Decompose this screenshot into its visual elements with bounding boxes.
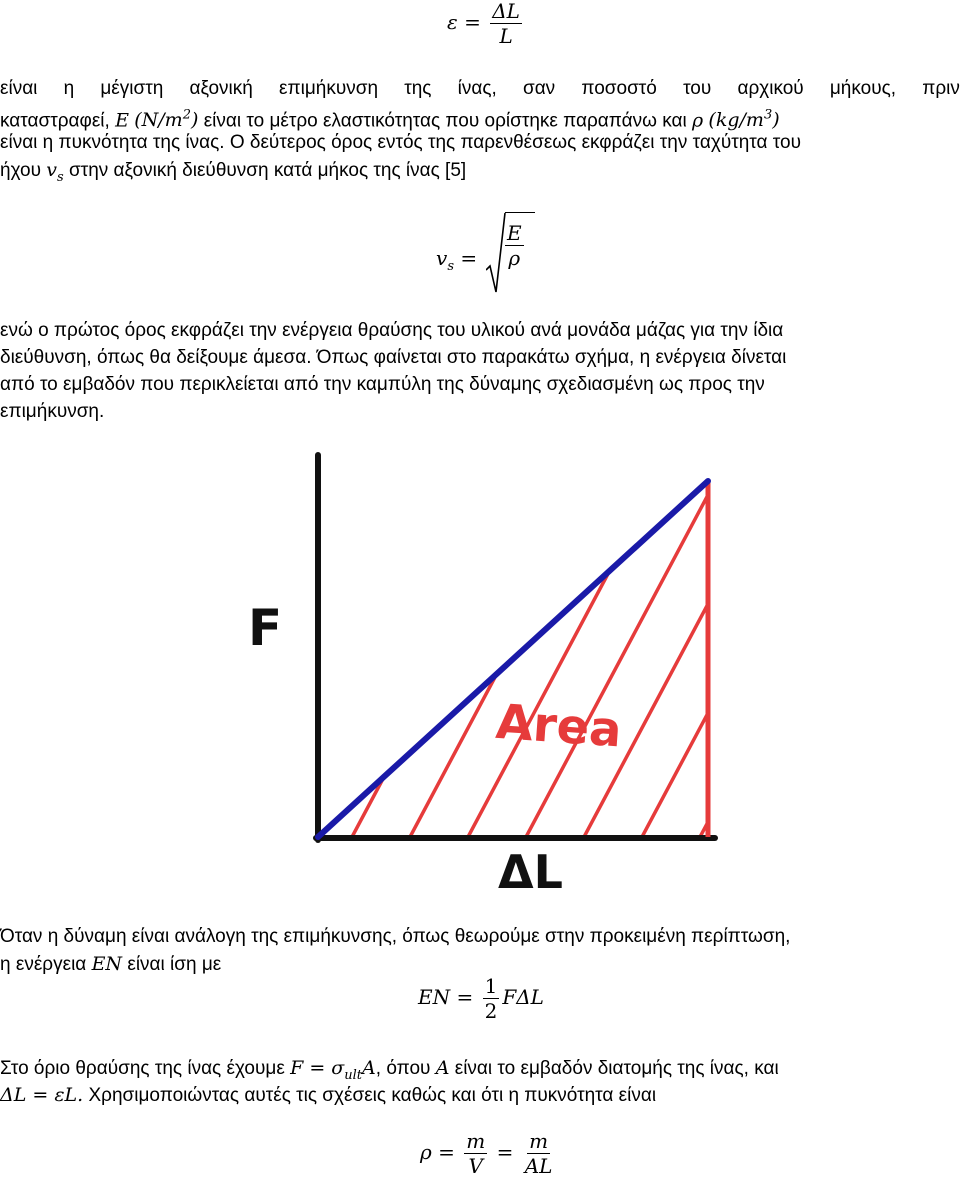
unit-E: (N/m <box>134 109 183 132</box>
p1-word: του <box>683 78 712 99</box>
eq2-lhs: v <box>436 246 448 270</box>
p3-line-2 <box>0 951 960 978</box>
p4-math-relation: ΔL = εL. <box>0 1084 84 1106</box>
eq4-lhs: ρ <box>420 1140 432 1164</box>
p2-text: επιμήκυνση. <box>0 401 105 422</box>
eq1-equals: = <box>464 10 481 34</box>
sqrt-sign <box>486 212 506 294</box>
y-axis-label: F <box>248 599 283 657</box>
p2-text: διεύθυνση, όπως θα δείξουμε άμεσα. Όπως φαίνεται στο παρακάτω σχήμα, η ενέργεια δίνεται <box>0 347 787 368</box>
x-axis-label: ΔL <box>498 845 563 899</box>
equation-strain <box>447 0 525 47</box>
unit-rho-close: ) <box>772 109 780 132</box>
p1-word: είναι <box>0 78 38 99</box>
p1-word: μήκους, <box>829 78 897 99</box>
p4-line-2 <box>0 1082 960 1109</box>
eq4-denominator-1: V <box>468 1154 483 1178</box>
p1-text: καταστραφεί, <box>0 110 110 132</box>
symbol-sigma: σ <box>331 1057 345 1079</box>
hatch-line <box>584 445 750 837</box>
eq3-lhs: EN <box>418 985 451 1009</box>
p4-equals: = <box>309 1057 326 1079</box>
p1-text: είναι το μέτρο ελαστικότητας που ορίστηκε παραπάνω και <box>203 110 687 132</box>
p2-line-2 <box>0 345 960 371</box>
area-label: Area <box>494 693 624 759</box>
p1-text: είναι η πυκνότητα της ίνας. Ο δεύτερος όρος εντός της παρενθέσεως εκφράζει την ταχύτητα του <box>0 132 801 153</box>
eq2-frac <box>505 222 524 269</box>
p1-word: η <box>63 78 75 99</box>
p1-text: ήχου <box>0 160 41 181</box>
force-line <box>318 481 708 837</box>
eq1-denominator: L <box>499 24 513 48</box>
p1-text: στην αξονική διεύθυνση κατά μήκος της ίνας [5] <box>68 160 467 181</box>
p1-line-3 <box>0 130 960 156</box>
p3-line-1 <box>0 924 960 950</box>
p1-word: ίνας, <box>457 78 497 99</box>
symbol-rho: ρ <box>691 109 704 132</box>
p1-word: σαν <box>522 78 556 99</box>
eq4-numerator-1: m <box>466 1129 486 1153</box>
symbol-A-2: A <box>435 1057 450 1079</box>
eq3-fraction <box>483 975 500 1022</box>
hatch-line <box>352 445 602 837</box>
symbol-F: F <box>290 1057 304 1079</box>
eq1-fraction <box>490 0 522 47</box>
p1-word: πριν <box>922 78 960 99</box>
unit-E-close: ) <box>190 109 199 132</box>
hatch-line <box>642 445 750 837</box>
p3-text: είναι ίση με <box>127 954 222 975</box>
p1-line-1 <box>0 76 960 102</box>
p1-word: ποσοστό <box>581 78 657 99</box>
eq2-equals: = <box>460 246 478 270</box>
equation-sound-speed <box>436 246 477 274</box>
p2-text: ενώ ο πρώτος όρος εκφράζει την ενέργεια θραύσης του υλικού ανά μονάδα μάζας για την ίδια <box>0 320 784 341</box>
eq2-numerator: E <box>507 221 522 245</box>
area-hatching <box>352 445 750 837</box>
equation-density <box>420 1130 557 1177</box>
eq4-equals-1: = <box>438 1140 455 1164</box>
symbol-v: v <box>46 159 58 181</box>
symbol-sigma-subscript: ult <box>344 1067 363 1083</box>
eq1-numerator: ΔL <box>492 0 520 23</box>
eq4-equals-2: = <box>496 1140 514 1164</box>
equation-energy <box>418 975 544 1022</box>
eq2-fraction <box>505 222 524 269</box>
eq3-denominator: 2 <box>484 999 498 1023</box>
eq4-fraction-1 <box>464 1130 487 1177</box>
force-elongation-figure <box>230 445 750 900</box>
unit-E-exponent: 2 <box>182 108 191 123</box>
p1-word: αρχικού <box>737 78 804 99</box>
eq4-numerator-2: m <box>529 1129 549 1153</box>
p2-line-4 <box>0 399 960 425</box>
p4-text: είναι το εμβαδόν διατομής της ίνας, και <box>454 1058 779 1079</box>
p4-text: Χρησιμοποιώντας αυτές τις σχέσεις καθώς και ότι η πυκνότητα είναι <box>88 1085 657 1106</box>
hatch-line <box>526 445 750 837</box>
eq3-equals: = <box>456 985 474 1009</box>
p3-text: η ενέργεια <box>0 954 87 975</box>
unit-rho: (kg/m <box>708 109 764 132</box>
unit-rho-exponent: 3 <box>763 108 773 123</box>
symbol-A: A <box>362 1057 376 1079</box>
symbol-EN: EN <box>91 953 123 975</box>
eq2-lhs-subscript: s <box>447 259 454 274</box>
p2-line-3 <box>0 372 960 398</box>
eq4-fraction-2 <box>523 1130 555 1177</box>
p4-text: , όπου <box>375 1058 431 1079</box>
p1-word: αξονική <box>189 78 253 99</box>
eq1-lhs: ε <box>447 10 458 34</box>
symbol-v-subscript: s <box>57 169 64 185</box>
sqrt-overline <box>505 212 535 213</box>
p2-text: από το εμβαδόν που περικλείεται από την καμπύλη της δύναμης σχεδιασμένη ως προς την <box>0 374 765 395</box>
p3-text: Όταν η δύναμη είναι ανάλογη της επιμήκυνσης, όπως θεωρούμε στην προκειμένη περίπτωση, <box>0 926 791 947</box>
p1-word: της <box>404 78 432 99</box>
p1-word: μέγιστη <box>100 78 164 99</box>
eq3-numerator: 1 <box>484 974 498 998</box>
eq3-rest: FΔL <box>502 985 544 1009</box>
p2-line-1 <box>0 318 960 344</box>
eq4-denominator-2: AL <box>524 1154 553 1178</box>
p4-text: Στο όριο θραύσης της ίνας έχουμε <box>0 1058 285 1079</box>
p1-word: επιμήκυνση <box>279 78 379 99</box>
p1-line-4 <box>0 157 960 191</box>
eq2-denominator: ρ <box>508 246 521 270</box>
symbol-E: E <box>115 109 129 132</box>
